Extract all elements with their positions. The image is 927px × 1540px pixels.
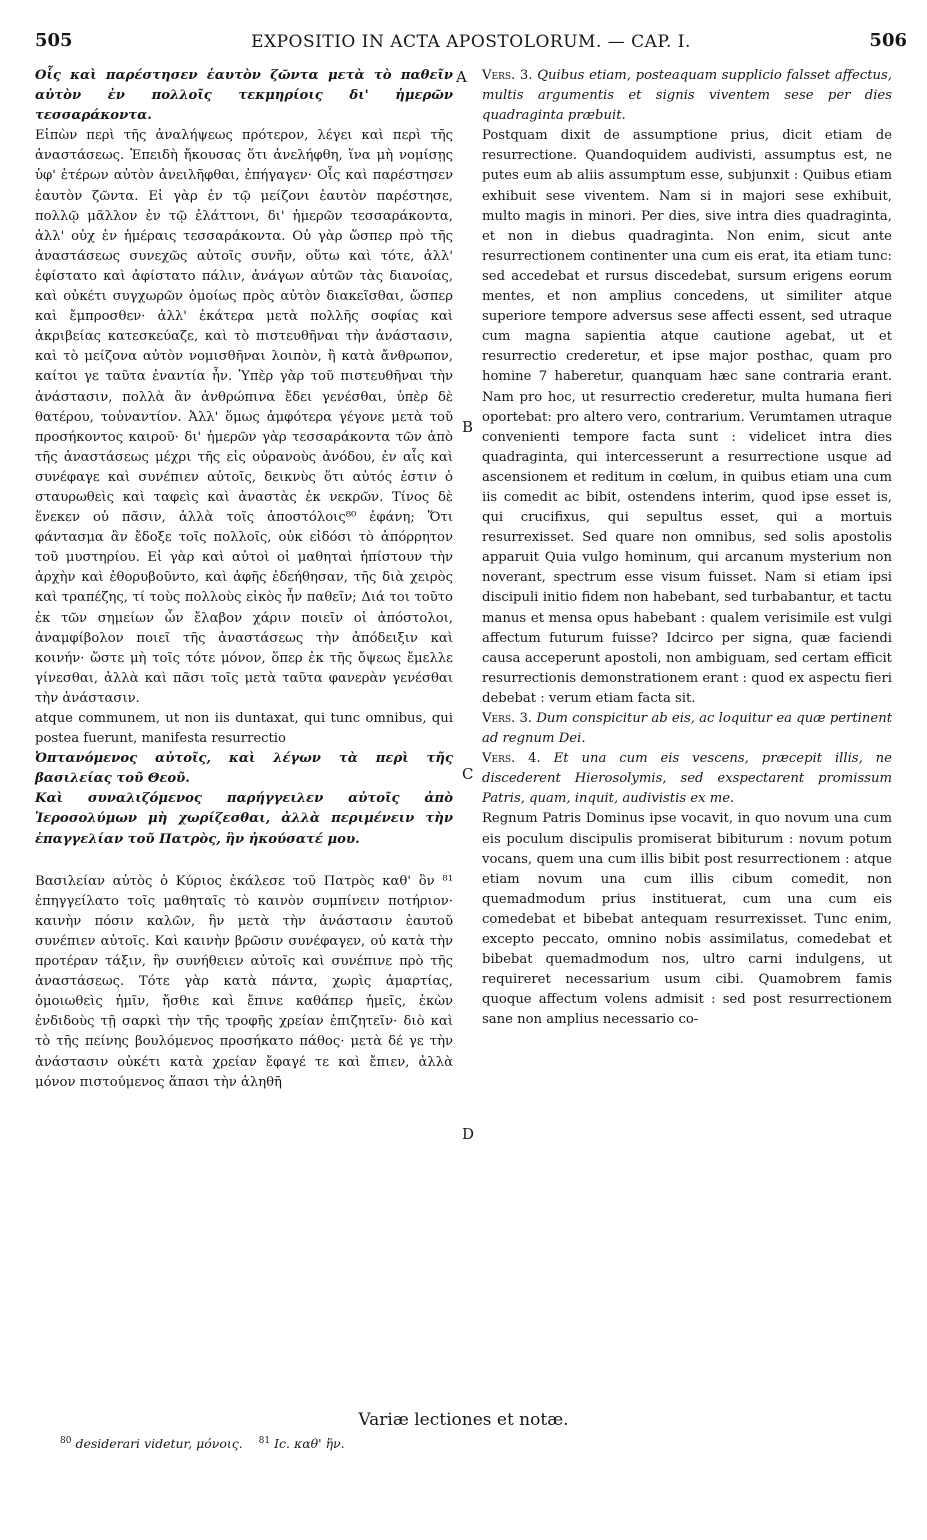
latin-continuation: atque communem, ut non iis duntaxat, qui tunc omnibus, qui postea fuerunt, manifesta resurrectio <box>35 711 453 747</box>
margin-letter-a: A <box>456 68 467 86</box>
latin-commentary-1: Postquam dixit de assumptione prius, dicit etiam de resurrectione. Quandoquidem audivisti, assumptus est, ne putes eum ab aliis assumptum esse, subjunxit : Quibus etiam exhibuit sese viventem. Nam si in majori sese exhibuit, multo magis in minori. Per dies, sive intra dies quadraginta, et non in diebus quadraginta. Non enim, sicut ante resurrectionem continenter una cum eis erat, ita etiam tunc: sed accedebat et rursus discedebat, sursum erigens eorum mentes, et non amplius concedens, ut similiter atque superiore tempore adversus sese affecti essent, sed utraque cum magna sapientia atque cautione agebat, ut et resurrectio crederetur, et ipse major posthac, quam pro homine 7 haberetur, quanquam hæc sane contraria erant. Nam pro hoc, ut resurrectio crederetur, multa humana fieri oportebat: pro altero vero, contrarium. Verumtamen utraque convenienti tempore facta sunt : videlicet intra dies quadraginta, qui intercesserunt a resurrectione usque ad ascensionem et reditum in cœlum, in quibus etiam una cum iis comedit ac bibit, ostendens interim, quod ipse esset is, qui crucifixus, qui sepultus esset, qui a mortuis resurrexisset. Sed quare non omnibus, sed solis apostolis apparuit Quia vulgo hominum, qui arcanum mysterium non noverant, spectrum esse visum fuisset. Nam si etiam ipsi discipuli initio fidem non habebant, sed turbabantur, et tactu manus et mensa opus habebant : qualem verisimile est vulgi affectum futurum fuisse? Idcirco per signa, quæ faciendi causa acceperunt apostoli, non ambiguam, sed certam efficit resurrectionis demonstrationem erant : quod ex aspectu fieri debebat : verum etiam facta sit. <box>482 128 892 706</box>
note-number: 81 <box>258 1436 271 1446</box>
page-header <box>35 30 907 54</box>
page-number-right: 506 <box>869 30 907 51</box>
notes-list <box>60 1436 345 1451</box>
verse-text: Dum conspicitur ab eis, ac loquitur ea quæ pertinent ad regnum Dei. <box>482 711 892 747</box>
page-number-left: 505 <box>35 30 73 51</box>
notes-section <box>0 1410 927 1430</box>
note-number: 80 <box>60 1436 72 1446</box>
verse-text: Et una cum eis vescens, præcepit illis, ne discederent Hierosolymis, sed exspectarent promissum Patris, quam, inquit, audivistis ex me. <box>482 751 892 807</box>
latin-column <box>482 66 892 1031</box>
notes-title: Variæ lectiones et notæ. <box>358 1410 569 1430</box>
greek-commentary-2: Βασιλείαν αὐτὸς ὁ Κύριος ἐκάλεσε τοῦ Πατρὸς καθ' ὃν ⁸¹ ἐπηγγείλατο τοῖς μαθηταῖς τὸ καινὸν συμπίνειν ποτήριον· καινὴν πόσιν καλῶν, ἣν μετὰ τὴν ἀνάστασιν ἑαυτοῦ συνέπιεν αὐτοῖς. Καὶ καινὴν βρῶσιν συνέφαγεν, οὐ κατὰ τὴν προτέραν τάξιν, ἣν συνήθειεν αὐτοῖς καὶ συνέπινε πρὸ τῆς ἀναστάσεως. Τότε γὰρ κατὰ πάντα, χωρὶς ἁμαρτίας, ὁμοιωθεὶς ἡμῖν, ἤσθιε καὶ ἔπινε καθάπερ ἡμεῖς, ἑκὼν ἐνδιδοὺς τῇ σαρκὶ τὴν τῆς τροφῆς χρείαν ἐπιζητεῖν· διὸ καὶ τὸ τῆς πείνης βουλόμενος προσήκατο πάθος· μετὰ δέ γε τὴν ἀνάστασιν οὐκέτι κατὰ χρείαν ἔφαγέ τε καὶ ἔπιεν, ἀλλὰ μόνον πιστούμενος ἅπασι τὴν ἀληθῆ <box>35 873 453 1090</box>
verse-text: Quibus etiam, posteaquam supplicio falsset affectus, multis argumentis et signis viventem sese per dies quadraginta præbuit. <box>482 68 892 124</box>
margin-letter-c: C <box>462 765 474 783</box>
margin-letter-b: B <box>462 418 474 436</box>
margin-letter-d: D <box>462 1125 475 1143</box>
verse-2 <box>482 66 892 126</box>
verse-4 <box>482 749 892 809</box>
note-text: Ic. καθ' ἥν. <box>274 1436 345 1452</box>
greek-column <box>35 66 453 1093</box>
running-title: EXPOSITIO IN ACTA APOSTOLORUM. — CAP. I. <box>251 32 691 52</box>
latin-commentary-2: Regnum Patris Dominus ipse vocavit, in quo novum una cum eis poculum discipulis promiserat bibiturum : novum potum vocans, quem una cum illis bibit post resurrectionem : atque etiam novum una cum illis cibum comedit, non quemadmodum prius instituerat, cum una cum eis comedebat et bibebat antequam resurrexisset. Tunc enim, excepto peccato, omnino nobis assimilatus, comedebat et bibebat quemadmodum nos, ultro carni indulgens, ut requireret necessarium usum cibi. Quamobrem famis quoque affectum volens admisit : sed post resurrectionem sane non amplius necessario co- <box>482 811 892 1028</box>
verse-label: Vers. 3. <box>482 711 533 726</box>
greek-lemma-2: Ὀπτανόμενος αὐτοῖς, καὶ λέγων τὰ περὶ τῆς βασιλείας τοῦ Θεοῦ. <box>35 751 453 787</box>
spacer <box>35 850 453 872</box>
greek-commentary-1: Εἰπὼν περὶ τῆς ἀναλήψεως πρότερον, λέγει καὶ περὶ τῆς ἀναστάσεως. Ἐπειδὴ ἤκουσας ὅτι ἀνελήφθη, ἵνα μὴ νομίσῃς ὑφ' ἑτέρων αὐτὸν ἀνειλῆφθαι, ἐπήγαγεν· Οἷς καὶ παρέστησεν ἑαυτὸν ζῶντα. Εἰ γὰρ ἐν τῷ μείζονι ἑαυτὸν παρέστησε, πολλῷ μᾶλλον ἐν τῷ ἐλάττονι, δι' ἡμερῶν τεσσαράκοντα, ἀλλ' οὐχ ἐν ἡμέραις τεσσαράκοντα. Οὐ γὰρ ὥσπερ πρὸ τῆς ἀναστάσεως συνεχῶς αὐτοῖς συνῆν, οὕτω καὶ τότε, ἀλλ' ἐφίστατο καὶ ἀφίστατο πάλιν, ἀνάγων αὐτῶν τὰς διανοίας, καὶ οὐκέτι συγχωρῶν ὁμοίως πρὸς αὐτὸν διακεῖσθαι, ὥσπερ καὶ ἔμπροσθεν· ἀλλ' ἑκάτερα μετὰ πολλῆς σοφίας καὶ ἀκριβείας κατεσκεύαζε, καὶ τὸ πιστευθῆναι τὴν ἀνάστασιν, καὶ τὸ μείζονα αὐτὸν νομισθῆναι λοιπὸν, ἢ κατὰ ἄνθρωπον, καίτοι γε ταῦτα ἐναντία ἦν. Ὑπὲρ γὰρ τοῦ πιστευθῆναι τὴν ἀνάστασιν, πολλὰ ἂν ἀνθρώπινα ἔδει γενέσθαι, ὑπὲρ δὲ θατέρου, τοὐναντίον. Ἀλλ' ὅμως ἀμφότερα γέγονε μετὰ τοῦ προσήκοντος καιροῦ· δι' ἡμερῶν γὰρ τεσσαράκοντα τῶν ἀπὸ τῆς ἀναστάσεως μέχρι τῆς εἰς οὐρανοὺς ἀνόδου, ἐν αἷς καὶ συνέφαγε καὶ συνέπιεν αὐτοῖς, δεικνὺς ὅτι αὐτός ἐστιν ὁ σταυρωθεὶς καὶ ταφεὶς καὶ ἀναστὰς ἐκ νεκρῶν. Τίνος δὲ ἕνεκεν οὐ πᾶσιν, ἀλλὰ τοῖς ἀποστόλοις⁸⁰ ἐφάνη; Ὅτι φάντασμα ἂν ἔδοξε τοῖς πολλοῖς, οὐκ εἰδόσι τὸ ἀπόρρητον τοῦ μυστηρίου. Εἰ γὰρ καὶ αὐτοὶ οἱ μαθηταὶ ἠπίστουν τὴν ἀρχὴν καὶ ἐθορυβοῦντο, καὶ ἀφῆς ἐδεήθησαν, τῆς διὰ χειρὸς καὶ τραπέζης, τί τοὺς πολλοὺς εἰκὸς ἦν παθεῖν; Διά τοι τοῦτο ἐκ τῶν σημείων ὧν ἔλαβον χάριν ποιεῖν οἱ ἀπόστολοι, ἀναμφίβολον ποιεῖ τῆς ἀναστάσεως τὴν ἀπόδειξιν καὶ κοινήν· ὥστε μὴ τοῖς τότε μόνον, ὅπερ ἐκ τῆς ὄψεως ἔμελλε γίνεσθαι, ἀλλὰ καὶ πᾶσι τοῖς μετὰ ταῦτα φανερὰν γενέσθαι τὴν ἀνάστασιν. <box>35 128 453 706</box>
verse-label: Vers. 3. <box>482 68 533 83</box>
greek-lemma-3: Καὶ συναλιζόμενος παρήγγειλεν αὐτοῖς ἀπὸ Ἱεροσολύμων μὴ χωρίζεσθαι, ἀλλὰ περιμένειν τὴν ἐπαγγελίαν τοῦ Πατρὸς, ἣν ἠκούσατέ μου. <box>35 791 453 847</box>
verse-label: Vers. 4. <box>482 751 541 767</box>
note-text: desiderari videtur, μόνοις. <box>75 1436 243 1452</box>
verse-3 <box>482 709 892 749</box>
greek-lemma-1: Οἷς καὶ παρέστησεν ἑαυτὸν ζῶντα μετὰ τὸ παθεῖν αὐτὸν ἐν πολλοῖς τεκμηρίοις δι' ἡμερῶν τεσσαράκοντα. <box>35 68 453 124</box>
